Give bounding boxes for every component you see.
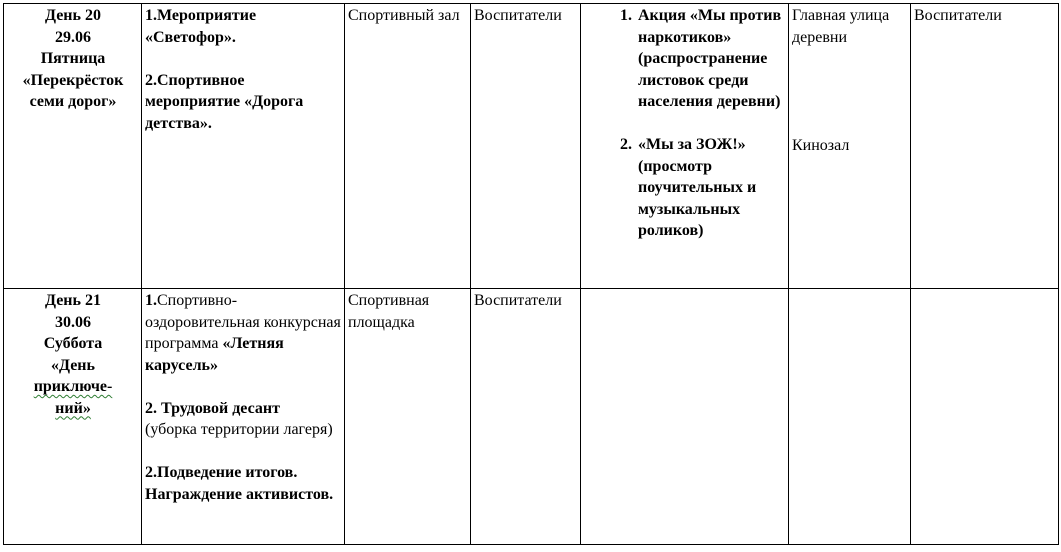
day-theme-line: приключе- bbox=[33, 378, 113, 395]
activity-item: 1.Мероприятие «Светофор». bbox=[145, 7, 257, 46]
table-row bbox=[4, 4, 1059, 289]
event-location-cell bbox=[789, 289, 911, 545]
activity-note: (уборка территории лагеря) bbox=[145, 421, 333, 438]
day-theme-line: ний» bbox=[55, 399, 91, 417]
events-cell bbox=[581, 289, 789, 545]
activity-item: 2.Подведение итогов. Награждение активистов. bbox=[145, 464, 334, 503]
venue-cell bbox=[345, 4, 471, 289]
schedule-table bbox=[3, 3, 1059, 545]
day-theme-line: «День bbox=[51, 356, 95, 374]
event-location-cell bbox=[789, 4, 911, 289]
day-title: День 21 bbox=[45, 292, 101, 309]
day-weekday: Суббота bbox=[43, 335, 103, 352]
event-item: 2. «Мы за ЗОЖ!» (просмотр поучительных и музыкальных роликов) bbox=[636, 134, 786, 242]
responsible-cell bbox=[471, 289, 581, 545]
event-location: Кинозал bbox=[792, 137, 850, 154]
responsible-cell bbox=[471, 4, 581, 289]
day-cell bbox=[4, 4, 142, 289]
day-date: 30.06 bbox=[55, 313, 91, 331]
event-responsible-text: Воспитатели bbox=[914, 7, 1002, 24]
activity-text: Спортивно-оздоровительная конкурсная программа bbox=[145, 292, 341, 352]
activity-title: «Летняя карусель» bbox=[145, 335, 284, 374]
table-row bbox=[4, 289, 1059, 545]
activity-title: 2. Трудовой десант bbox=[145, 399, 280, 417]
event-responsible-cell bbox=[911, 4, 1059, 289]
activities-cell bbox=[142, 4, 345, 289]
venue-text: Спортивный зал bbox=[348, 7, 460, 24]
event-location: Главная улица деревни bbox=[792, 7, 890, 46]
activity-number: 1. bbox=[145, 292, 157, 309]
day-theme-line: «Перекрёсток bbox=[22, 71, 124, 89]
day-theme-line: семи дорог» bbox=[29, 93, 117, 110]
activity-item: 2.Спортивное мероприятие «Дорога детства». bbox=[145, 71, 304, 132]
event-responsible-cell bbox=[911, 289, 1059, 545]
events-list bbox=[584, 5, 786, 242]
responsible-text: Воспитатели bbox=[474, 7, 562, 24]
activity-item bbox=[145, 290, 342, 376]
responsible-text: Воспитатели bbox=[474, 292, 562, 309]
day-title: День 20 bbox=[45, 7, 101, 24]
venue-cell bbox=[345, 289, 471, 545]
day-cell bbox=[4, 289, 142, 545]
day-weekday: Пятница bbox=[40, 50, 106, 67]
activities-cell bbox=[142, 289, 345, 545]
events-cell bbox=[581, 4, 789, 289]
venue-text: Спортивная площадка bbox=[348, 292, 430, 331]
day-date: 29.06 bbox=[55, 28, 91, 46]
event-item: 1. Акция «Мы против наркотиков» (распространение листовок среди населения деревни) bbox=[636, 5, 786, 113]
